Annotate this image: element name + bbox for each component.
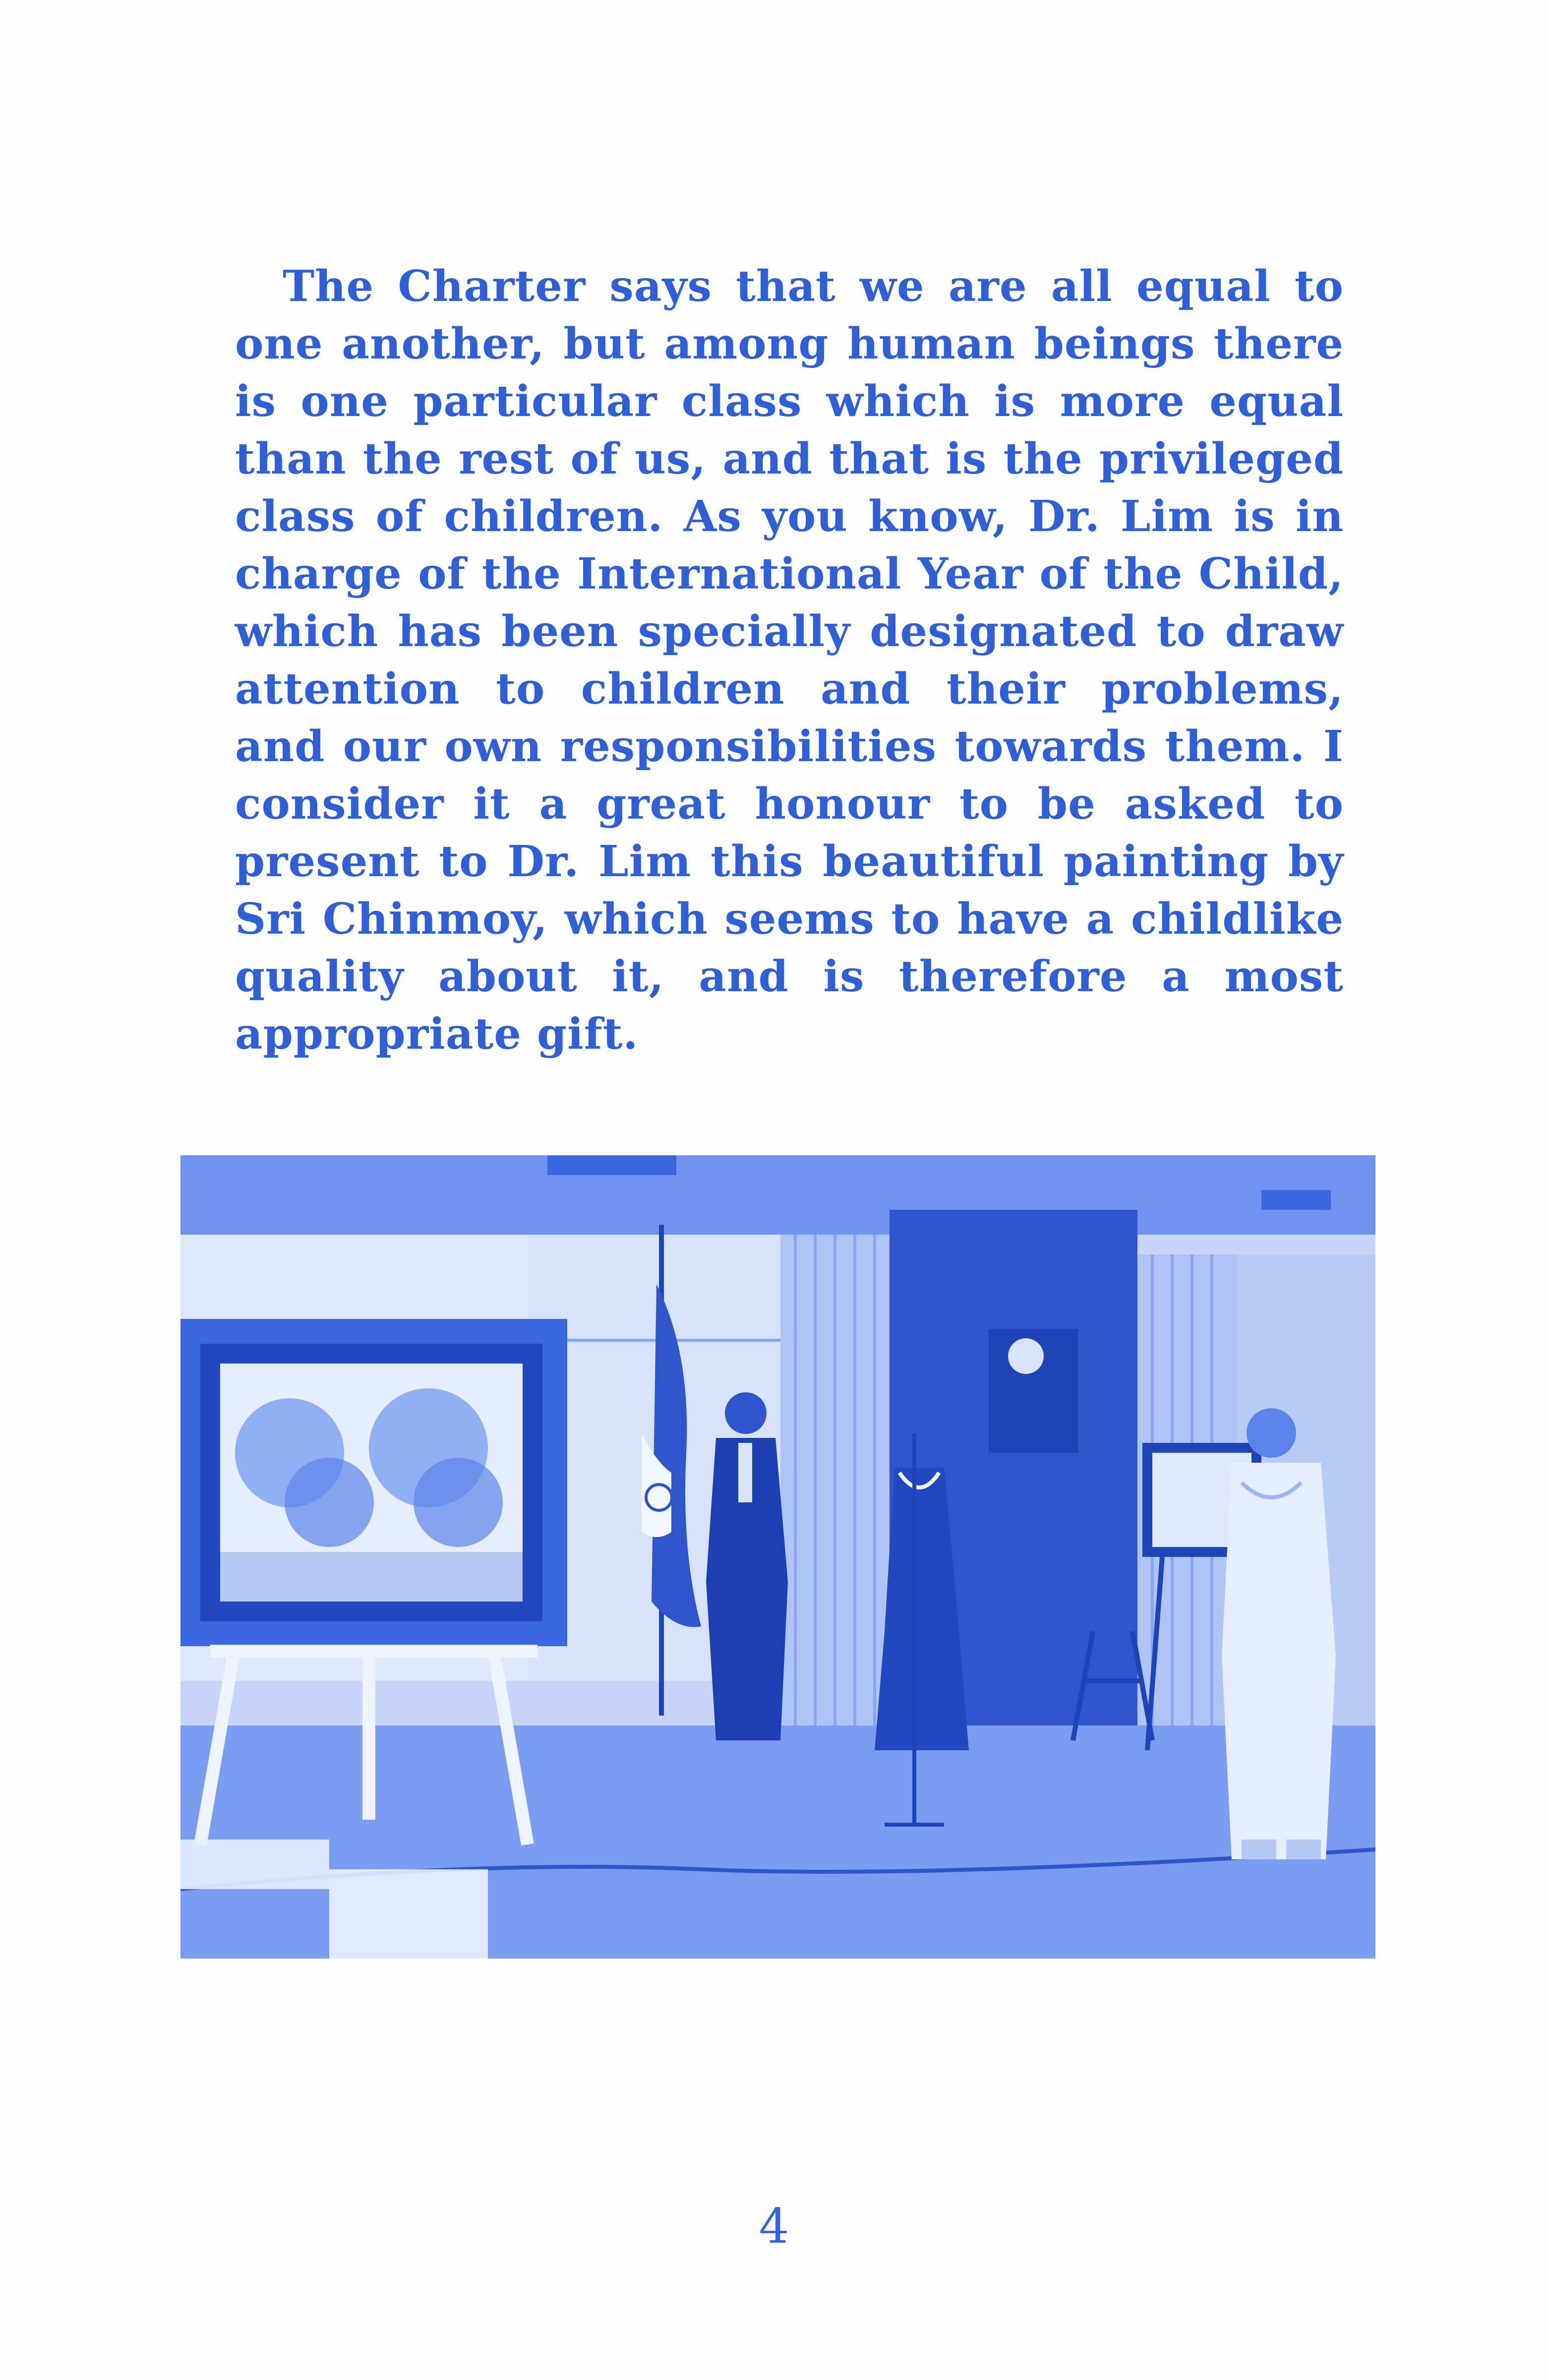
presentation-photo — [180, 1155, 1375, 1959]
photo-illustration — [180, 1155, 1375, 1959]
page-number: 4 — [759, 2199, 789, 2254]
body-paragraph: The Charter says that we are all equal to one another, but among human beings there is one particular class which is more equal than the rest of us, and that is the privileged class of children. As you know, Dr. Lim is in charge of the International Year of the Child, which has been specially designated to draw attention to children and their problems, and our own responsibilities towards them. I consider it a great honour to be asked to present to Dr. Lim this beautiful painting by Sri Chinmoy, which seems to have a childlike quality about it, and is therefore a most appropriate gift. — [235, 261, 1344, 1059]
